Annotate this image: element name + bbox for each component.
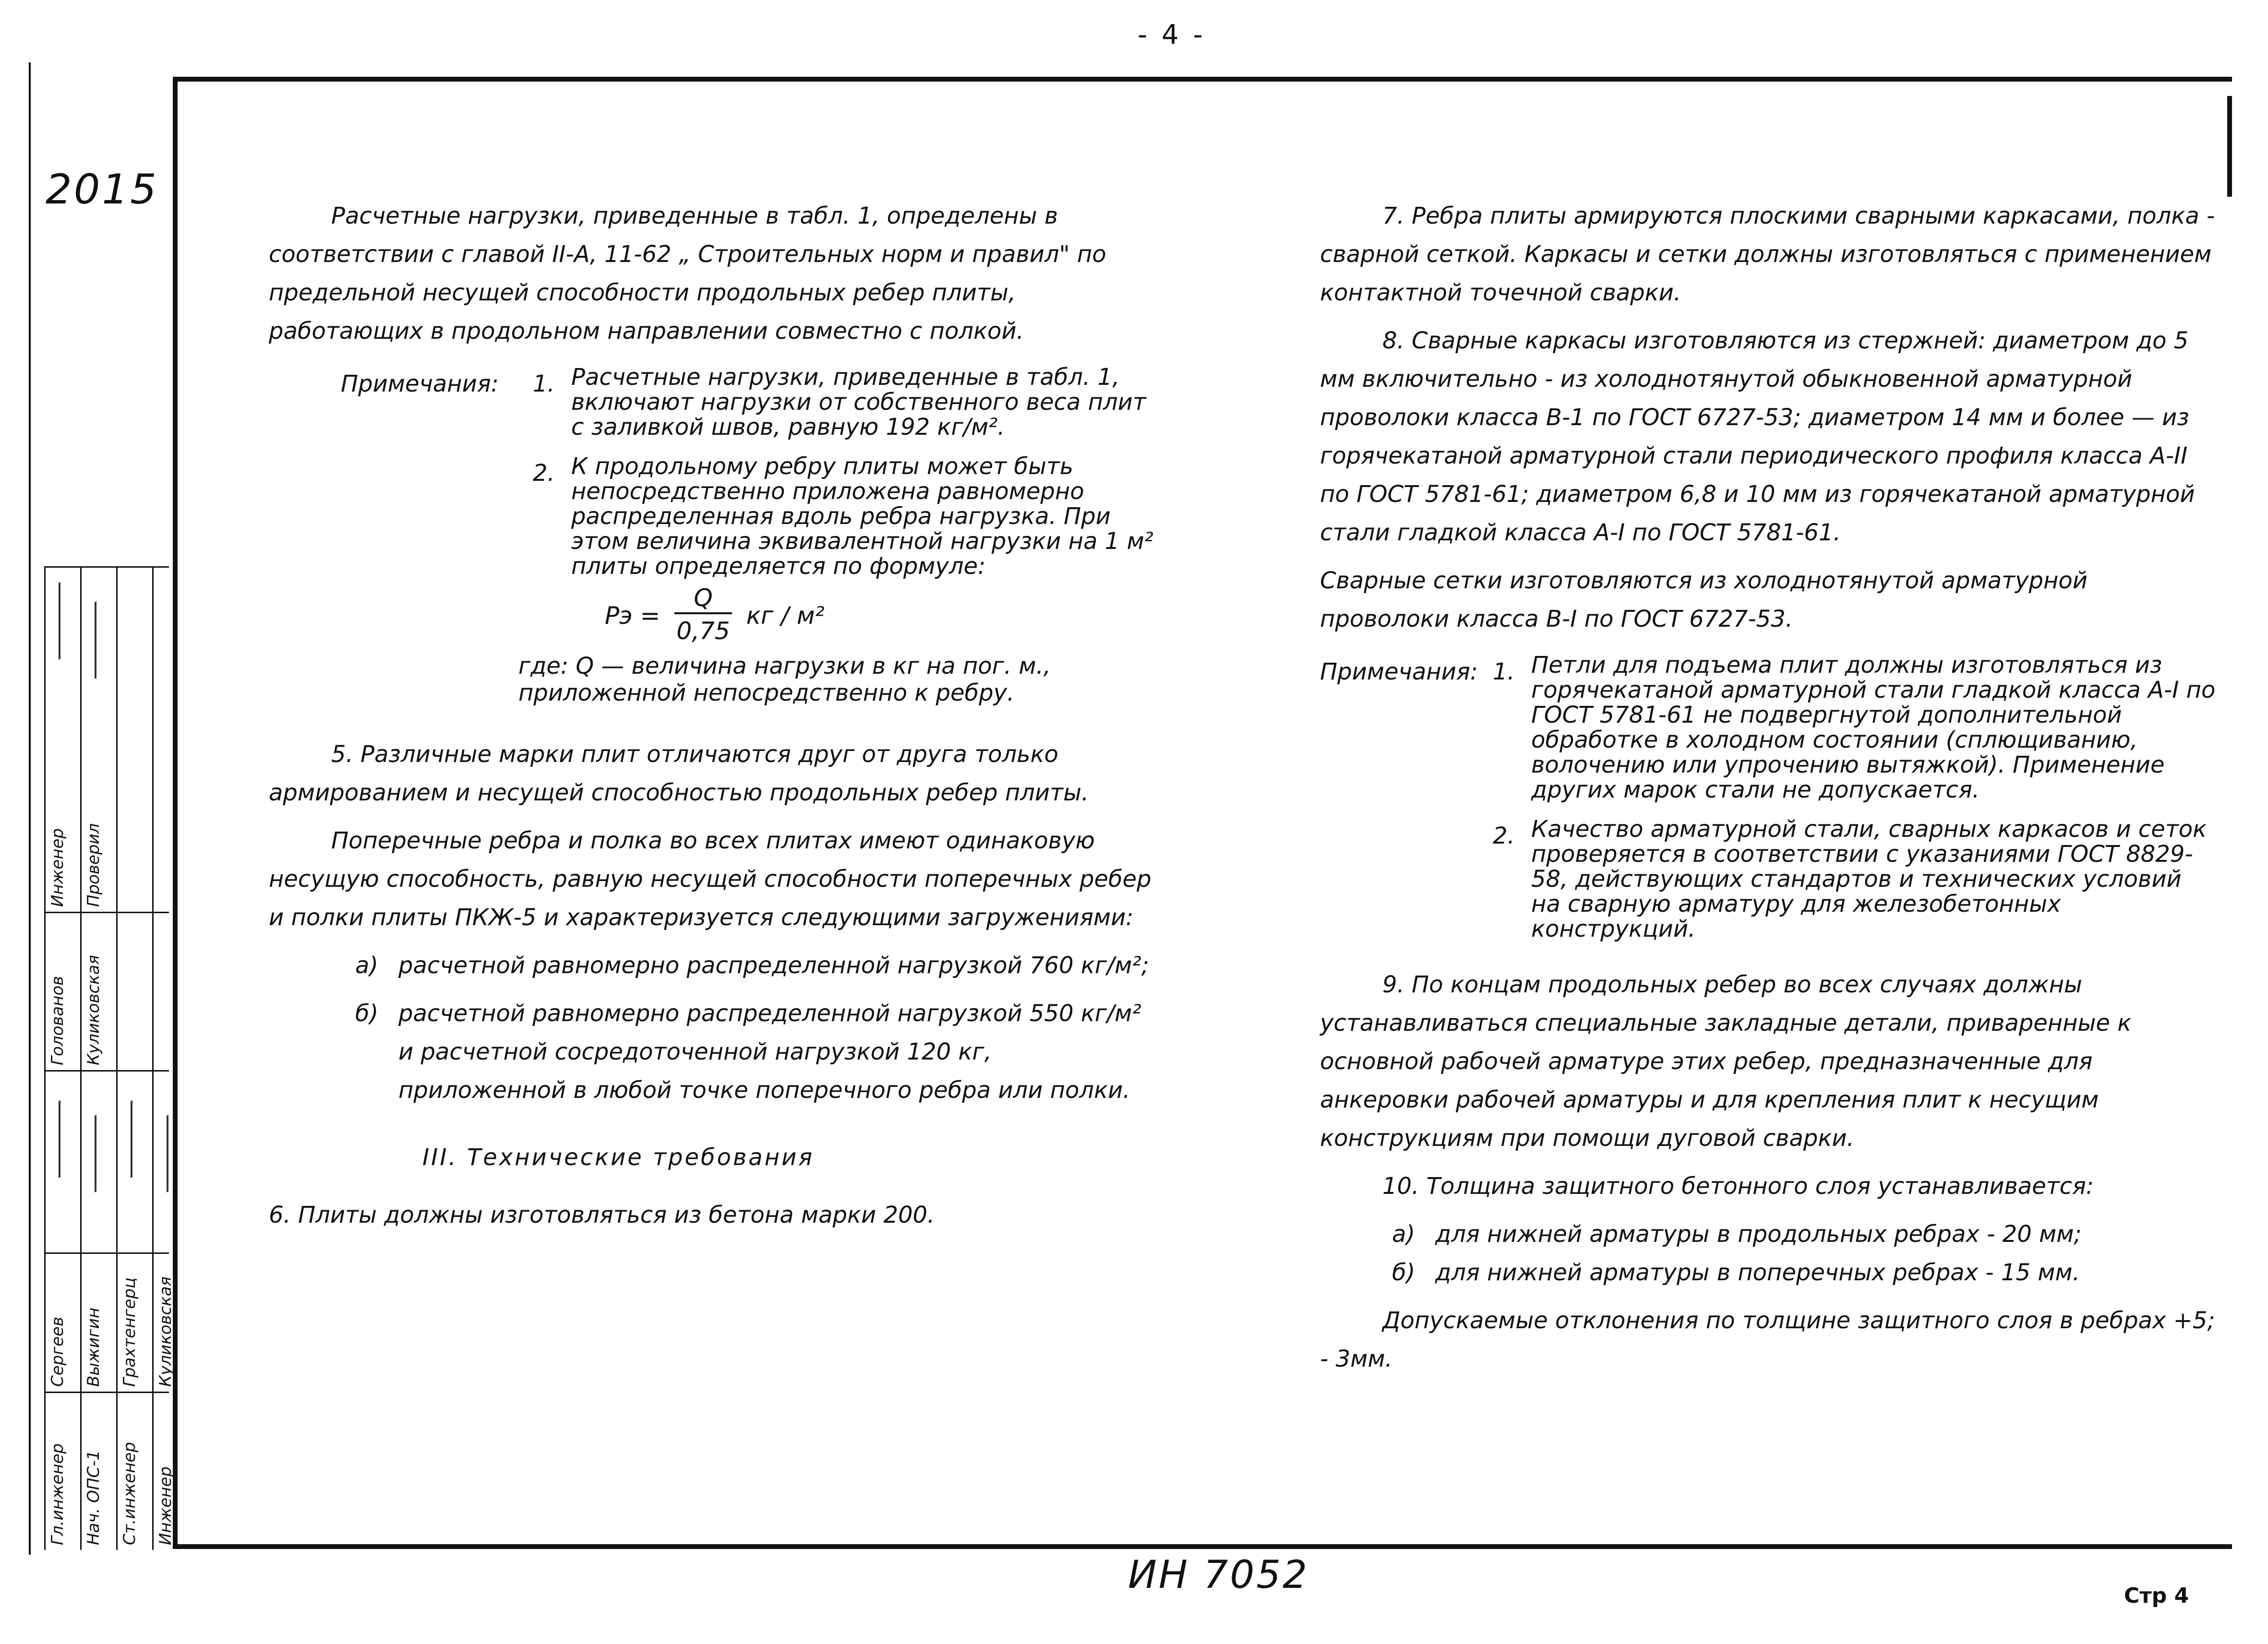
stamp-divider (44, 1392, 169, 1393)
stamp-divider (44, 1070, 169, 1072)
title-block-stamp (44, 566, 188, 1550)
formula-numerator: Q (674, 584, 732, 614)
stamp-divider (80, 566, 82, 1550)
note-1 (269, 365, 1162, 440)
stamp-divider (116, 566, 118, 1550)
paragraph: 9. По концам продольных ребер во всех случаях должны устанавливаться специальные закладные детали, приваренные к основной рабочей арматуре этих ребер, предназначенные для анкеровки рабочей арматуры и для крепления плит к несущим конструкциям при помощи дуговой сварки. (1320, 971, 2132, 1152)
signature (95, 588, 125, 679)
formula (605, 584, 1162, 648)
paragraph: 7. Ребра плиты армируются плоскими сварными каркасами, полка - сварной сеткой. Каркасы и сетки должны изготовляться с применением контактной точечной сварки. (1320, 203, 2215, 306)
page-number: - 4 - (1138, 19, 1206, 50)
formula-unit: кг / м² (746, 602, 825, 630)
note-text: Качество арматурной стали, сварных каркасов и сеток проверяется в соответствии с указаниями ГОСТ 8829-58, действующих стандартов и технических условий на сварную арматуру для железобетонных конструкций. (1531, 816, 2207, 942)
stamp-name: Голованов (48, 976, 67, 1065)
list-marker: а) (1392, 1221, 1416, 1248)
signature (131, 1087, 161, 1178)
note-1 (1320, 653, 2218, 802)
note-2 (1493, 817, 2218, 941)
stamp-role: Инженер (156, 1466, 175, 1545)
stamp-role: Проверил (84, 823, 103, 907)
sheet-number: Стр 4 (2124, 1584, 2189, 1608)
stamp-divider (44, 1252, 169, 1254)
list-text: расчетной равномерно распределенной нагрузкой 760 кг/м²; (398, 952, 1149, 979)
stamp-divider (44, 912, 169, 913)
stamp-role: Нач. ОПС-1 (84, 1450, 103, 1545)
left-text-column (269, 197, 1162, 1244)
archive-number: 2015 (46, 166, 158, 214)
stamp-divider (44, 566, 46, 1550)
note-number: 1. (1493, 658, 1515, 685)
paragraph: Расчетные нагрузки, приведенные в табл. 1, определены в соответствии с главой II-А, 11-62 „ Строительных норм и правил" по предельной несущей способности продольных ребер плиты, работающих в продольном направлении совместно с полкой. (269, 203, 1106, 345)
note-number: 2. (533, 460, 555, 487)
note-text: К продольному ребру плиты может быть непосредственно приложена равномерно распределенная вдоль ребра нагрузка. При этом величина эквивалентной нагрузки на 1 м² плиты определяется по формуле: (571, 453, 1153, 580)
note-2 (533, 454, 1162, 579)
stamp-name: Выжигин (84, 1307, 103, 1387)
formula-lhs: Pэ = (605, 602, 660, 630)
formula-where: где: Q — величина нагрузки в кг на пог. м., приложенной непосредственно к ребру. (518, 653, 1051, 706)
list-item-b (1392, 1253, 2218, 1292)
stamp-role: Ст.инженер (120, 1442, 139, 1545)
section-heading: III. Технические требования (422, 1144, 815, 1171)
stamp-divider (152, 566, 154, 1550)
list-item-a (1392, 1215, 2218, 1253)
paragraph: 5. Различные марки плит отличаются друг от друга только армированием и несущей способностью продольных ребер плиты. (269, 741, 1089, 806)
list-item-a (355, 946, 1162, 985)
signature (59, 569, 89, 660)
note-text: Расчетные нагрузки, приведенные в табл. 1, включают нагрузки от собственного веса плит с заливкой швов, равную 192 кг/м². (571, 364, 1146, 441)
list-marker: б) (1392, 1259, 1416, 1286)
note-number: 1. (533, 370, 555, 397)
list-marker: б) (355, 1000, 379, 1027)
paragraph: 8. Сварные каркасы изготовляются из стержней: диаметром до 5 мм включительно - из холоднотянутой обыкновенной арматурной проволоки класса В-1 по ГОСТ 6727-53; диаметром 14 мм и более — из горячекатаной арматурной стали периодического профиля класса А-II по ГОСТ 5781-61; диаметром 6,8 и 10 мм из горячекатаной арматурной стали гладкой класса А-I по ГОСТ 5781-61. (1320, 327, 2195, 546)
formula-fraction (674, 584, 732, 648)
stamp-name: Куликовская (156, 1276, 175, 1387)
stamp-name: Сергеев (48, 1317, 67, 1387)
stamp-name: Грахтенгерц (120, 1277, 139, 1387)
stamp-role: Гл.инженер (48, 1443, 67, 1545)
signature (59, 1087, 89, 1178)
list-text: для нижней арматуры в продольных ребрах - 20 мм; (1435, 1221, 2082, 1248)
paragraph: 10. Толщина защитного бетонного слоя устанавливается: (1382, 1173, 2094, 1200)
notes-label: Примечания: (1320, 658, 1478, 685)
list-marker: а) (355, 952, 379, 979)
stamp-divider (44, 566, 169, 568)
formula-denominator: 0,75 (676, 617, 730, 645)
note-text: Петли для подъема плит должны изготовляться из горячекатаной арматурной стали гладкой класса А-I по ГОСТ 5781-61 не подвергнутой дополнительной обработке в холодном состоянии (сплющиванию, волочению или упрочению вытяжкой). Применение других марок стали не допускается. (1531, 652, 2216, 803)
stamp-name: Куликовская (84, 955, 103, 1065)
paragraph: Сварные сетки изготовляются из холоднотянутой арматурной проволоки класса В-I по ГОСТ 6727-53. (1320, 567, 2088, 632)
list-text: для нижней арматуры в поперечных ребрах - 15 мм. (1435, 1259, 2080, 1286)
right-text-column (1320, 197, 2218, 1388)
list-text: расчетной равномерно распределенной нагрузкой 550 кг/м² и расчетной сосредоточенной нагрузкой 120 кг, приложенной в любой точке поперечного ребра или полки. (398, 1000, 1141, 1104)
note-number: 2. (1493, 822, 1515, 849)
list-item-b (355, 994, 1162, 1109)
paragraph: Допускаемые отклонения по толщине защитного слоя в ребрах +5; - 3мм. (1320, 1307, 2215, 1372)
signature (167, 1101, 197, 1192)
signature (95, 1101, 125, 1192)
frame-tick (2227, 96, 2232, 197)
paragraph: Поперечные ребра и полка во всех плитах имеют одинаковую несущую способность, равную несущей способности поперечных ребер и полки плиты ПКЖ-5 и характеризуется следующими загружениями: (269, 827, 1152, 931)
paragraph: 6. Плиты должны изготовляться из бетона марки 200. (269, 1202, 935, 1228)
document-code: ИН 7052 (1128, 1552, 1309, 1597)
notes-label: Примечания: (341, 370, 499, 397)
stamp-role: Инженер (48, 828, 67, 907)
